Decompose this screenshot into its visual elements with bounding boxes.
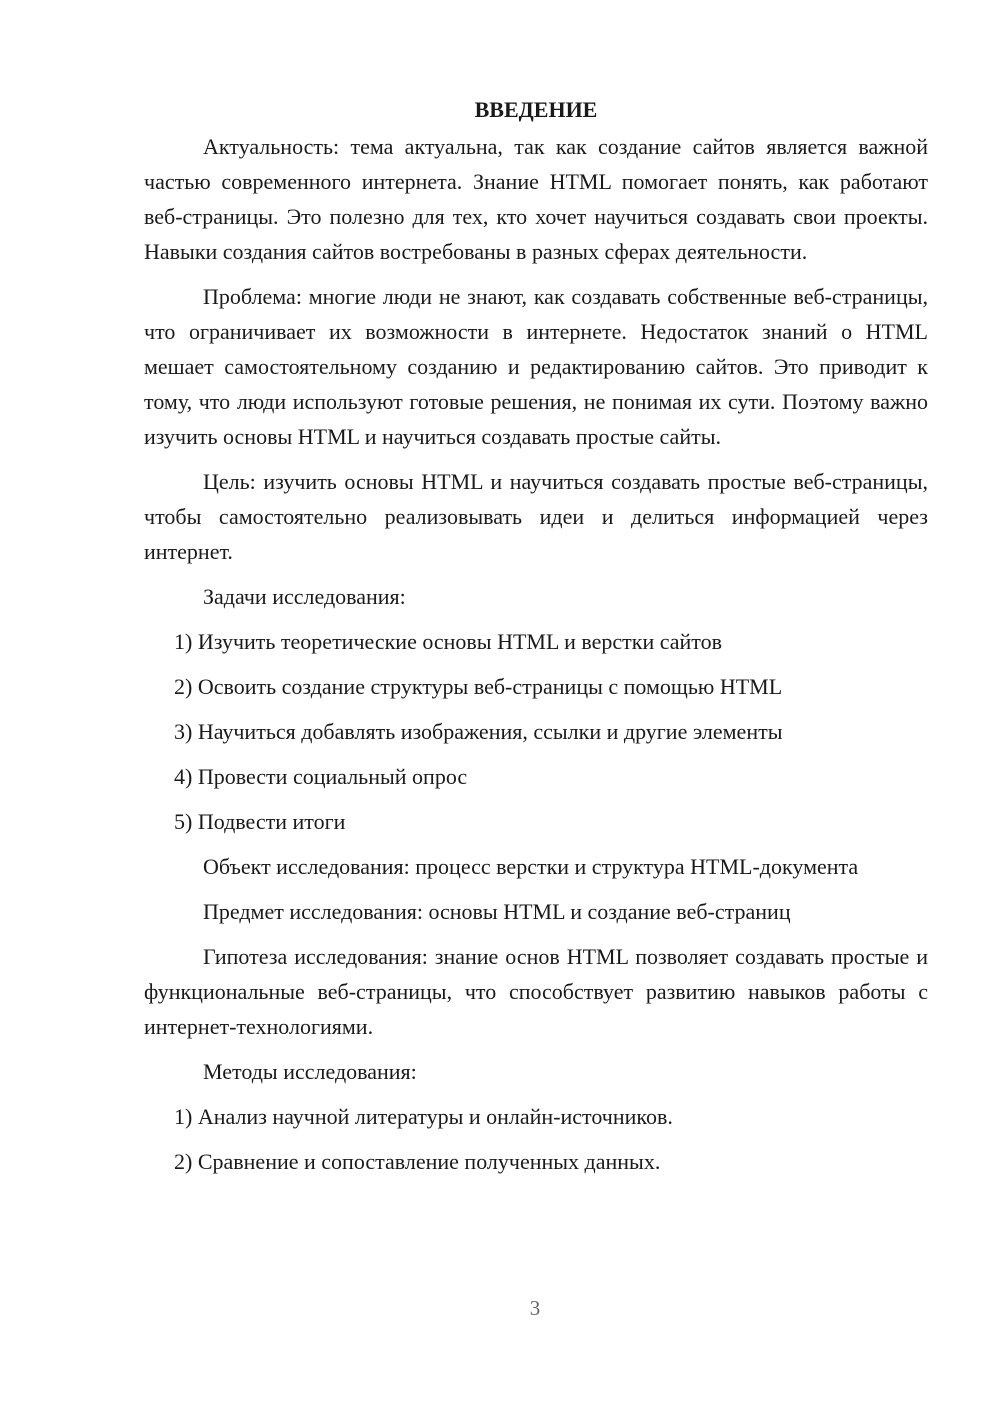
relevance-paragraph: Актуальность: тема актуальна, так как создание сайтов является важной частью современного интернета. Знание HTML помогает понять, как работают веб-страницы. Это полезно для тех, кто хочет научиться создавать свои проекты. Навыки создания сайтов востребованы в разных сферах деятельности. <box>144 134 928 264</box>
methods-heading: Методы исследования: <box>203 1059 417 1084</box>
page-content <box>144 92 928 1189</box>
object-paragraph: Объект исследования: процесс верстки и структура HTML-документа <box>203 854 859 879</box>
task-item-5: 5) Подвести итоги <box>174 809 346 834</box>
problem-paragraph: Проблема: многие люди не знают, как создавать собственные веб-страницы, что ограничивает их возможности в интернете. Недостаток знаний о HTML мешает самостоятельному созданию и редактированию сайтов. Это приводит к тому, что люди используют готовые решения, не понимая их сути. Поэтому важно изучить основы HTML и научиться создавать простые сайты. <box>144 284 928 449</box>
task-item-3: 3) Научиться добавлять изображения, ссылки и другие элементы <box>174 719 783 744</box>
goal-paragraph: Цель: изучить основы HTML и научиться создавать простые веб-страницы, чтобы самостоятельно реализовывать идеи и делиться информацией через интернет. <box>144 469 928 564</box>
task-item-4: 4) Провести социальный опрос <box>174 764 468 789</box>
task-item-2: 2) Освоить создание структуры веб-страницы с помощью HTML <box>174 674 783 699</box>
task-item-1: 1) Изучить теоретические основы HTML и верстки сайтов <box>174 629 723 654</box>
tasks-heading: Задачи исследования: <box>203 584 406 609</box>
page-number: 3 <box>529 1296 541 1320</box>
hypothesis-paragraph: Гипотеза исследования: знание основ HTML позволяет создавать простые и функциональные веб-страницы, что способствует развитию навыков работы с интернет-технологиями. <box>144 944 928 1039</box>
subject-paragraph: Предмет исследования: основы HTML и создание веб-страниц <box>203 899 791 924</box>
section-title: ВВЕДЕНИЕ <box>474 97 598 122</box>
method-item-2: 2) Сравнение и сопоставление полученных данных. <box>174 1149 661 1174</box>
method-item-1: 1) Анализ научной литературы и онлайн-источников. <box>174 1104 673 1129</box>
